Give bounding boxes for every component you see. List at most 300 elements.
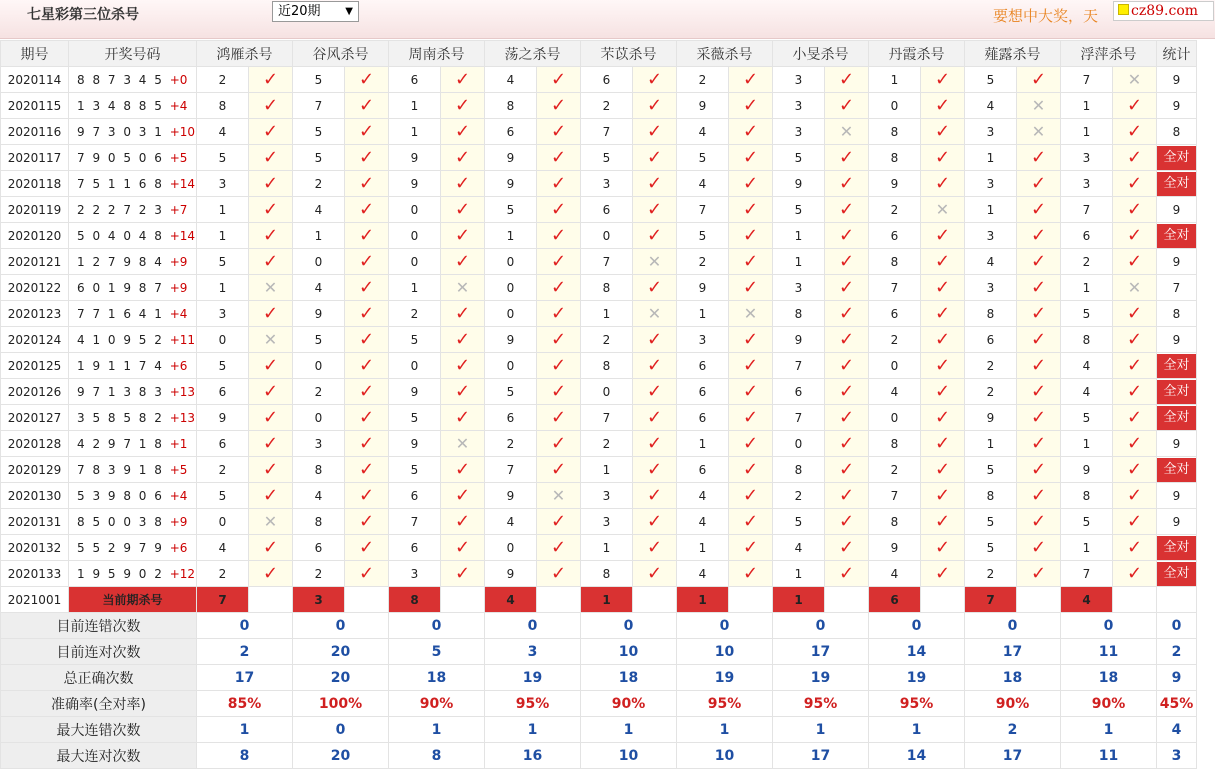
kill-number-cell: 2 [773, 483, 825, 509]
stats-value: 3 [1157, 743, 1197, 769]
kill-number-cell: 9 [485, 561, 537, 587]
cross-icon: ✕ [263, 511, 278, 531]
result-cell [1017, 353, 1061, 379]
result-cell [1113, 561, 1157, 587]
check-icon: ✓ [934, 458, 951, 480]
kill-number-cell: 3 [773, 67, 825, 93]
result-cell [249, 379, 293, 405]
check-icon: ✓ [1030, 172, 1047, 194]
check-icon: ✓ [550, 172, 567, 194]
draw-numbers-cell [69, 67, 197, 93]
column-header: 荡之杀号 [485, 41, 581, 67]
result-cell [249, 119, 293, 145]
kill-number-cell: 9 [773, 327, 825, 353]
kill-number-cell: 8 [197, 93, 249, 119]
check-icon: ✓ [550, 380, 567, 402]
result-cell [825, 431, 869, 457]
kill-number-cell: 1 [389, 275, 441, 301]
result-cell [249, 483, 293, 509]
kill-number-cell: 3 [1061, 145, 1113, 171]
result-cell [1113, 249, 1157, 275]
draw-sum: +9 [169, 254, 188, 269]
cross-icon: ✕ [1127, 277, 1142, 297]
result-cell [1017, 457, 1061, 483]
stats-row [1, 665, 1197, 691]
result-cell [249, 145, 293, 171]
check-icon: ✓ [646, 562, 663, 584]
check-icon: ✓ [454, 302, 471, 324]
result-cell [633, 509, 677, 535]
result-cell [633, 119, 677, 145]
kill-number-cell: 4 [1061, 353, 1113, 379]
kill-number-cell: 3 [965, 223, 1017, 249]
check-icon: ✓ [1030, 432, 1047, 454]
check-icon: ✓ [646, 172, 663, 194]
kill-number-cell: 1 [965, 145, 1017, 171]
result-cell [537, 171, 581, 197]
stats-value: 19 [485, 665, 581, 691]
draw-digits: 3 5 8 5 8 2 [77, 410, 164, 425]
draw-numbers-cell [69, 223, 197, 249]
table-row [1, 379, 1197, 405]
kill-number-cell: 9 [485, 327, 537, 353]
result-cell [1017, 197, 1061, 223]
table-row [1, 93, 1197, 119]
result-cell [921, 171, 965, 197]
result-cell [921, 353, 965, 379]
check-icon: ✓ [262, 536, 279, 558]
stats-value: 8 [197, 743, 293, 769]
stat-cell [1157, 171, 1197, 197]
period-cell: 2020123 [1, 301, 69, 327]
check-icon: ✓ [838, 354, 855, 376]
kill-number-cell: 7 [1061, 561, 1113, 587]
promo-text[interactable]: 要想中大奖，天 [993, 7, 1099, 25]
draw-sum: +10 [169, 124, 196, 139]
check-icon: ✓ [838, 328, 855, 350]
stats-value: 90% [1061, 691, 1157, 717]
current-kill-number: 7 [965, 587, 1017, 613]
kill-number-cell: 4 [197, 119, 249, 145]
stats-label: 总正确次数 [1, 665, 197, 691]
kill-number-cell: 2 [197, 561, 249, 587]
kill-number-cell: 8 [581, 353, 633, 379]
check-icon: ✓ [358, 458, 375, 480]
stats-value: 19 [677, 665, 773, 691]
stats-value: 11 [1061, 743, 1157, 769]
check-icon: ✓ [1126, 198, 1143, 220]
result-cell [249, 67, 293, 93]
period-cell: 2020131 [1, 509, 69, 535]
result-cell [441, 197, 485, 223]
kill-number-cell: 5 [773, 145, 825, 171]
check-icon: ✓ [838, 94, 855, 116]
table-row [1, 171, 1197, 197]
kill-number-cell: 5 [677, 223, 729, 249]
all-correct-badge: 全对 [1157, 458, 1196, 482]
kill-number-cell: 5 [293, 327, 345, 353]
result-cell [441, 457, 485, 483]
check-icon: ✓ [454, 328, 471, 350]
kill-number-cell: 1 [677, 431, 729, 457]
check-icon: ✓ [838, 250, 855, 272]
kill-number-cell: 0 [293, 249, 345, 275]
check-icon: ✓ [742, 406, 759, 428]
stat-cell [1157, 223, 1197, 249]
column-header: 丹霞杀号 [869, 41, 965, 67]
kill-number-cell: 7 [869, 483, 921, 509]
kill-number-cell: 1 [581, 535, 633, 561]
result-cell [921, 223, 965, 249]
stats-row [1, 691, 1197, 717]
result-cell [1017, 171, 1061, 197]
kill-number-cell: 9 [485, 171, 537, 197]
check-icon: ✓ [838, 198, 855, 220]
result-cell [345, 93, 389, 119]
result-cell [633, 275, 677, 301]
kill-number-cell: 3 [677, 327, 729, 353]
check-icon: ✓ [358, 250, 375, 272]
check-icon: ✓ [262, 250, 279, 272]
kill-number-cell: 2 [869, 457, 921, 483]
kill-number-cell: 6 [197, 379, 249, 405]
kill-number-cell: 6 [677, 353, 729, 379]
kill-number-cell: 5 [293, 145, 345, 171]
check-icon: ✓ [262, 406, 279, 428]
draw-digits: 1 9 5 9 0 2 [77, 566, 164, 581]
stats-value: 4 [1157, 717, 1197, 743]
kill-number-cell: 7 [581, 405, 633, 431]
check-icon: ✓ [358, 328, 375, 350]
check-icon: ✓ [550, 198, 567, 220]
result-cell [345, 405, 389, 431]
all-correct-badge: 全对 [1157, 406, 1196, 430]
period-cell: 2020116 [1, 119, 69, 145]
draw-digits: 8 5 0 0 3 8 [77, 514, 164, 529]
draw-digits: 6 0 1 9 8 7 [77, 280, 164, 295]
kill-number-cell: 3 [197, 171, 249, 197]
kill-number-cell: 0 [485, 249, 537, 275]
draw-sum: +14 [169, 228, 196, 243]
result-cell [1017, 93, 1061, 119]
column-header: 采薇杀号 [677, 41, 773, 67]
draw-digits: 7 5 1 1 6 8 [77, 176, 164, 191]
kill-number-cell: 0 [197, 509, 249, 535]
check-icon: ✓ [358, 276, 375, 298]
stats-value: 95% [485, 691, 581, 717]
kill-number-cell: 2 [869, 327, 921, 353]
check-icon: ✓ [262, 68, 279, 90]
stats-value: 8 [389, 743, 485, 769]
cross-icon: ✕ [551, 485, 566, 505]
result-cell [537, 431, 581, 457]
check-icon: ✓ [838, 406, 855, 428]
period-cell: 2020118 [1, 171, 69, 197]
draw-sum: +9 [169, 280, 188, 295]
result-cell [1017, 431, 1061, 457]
check-icon: ✓ [838, 224, 855, 246]
result-cell [537, 561, 581, 587]
result-cell [633, 561, 677, 587]
result-cell [441, 67, 485, 93]
kill-number-cell: 6 [677, 405, 729, 431]
check-icon: ✓ [1126, 302, 1143, 324]
stats-value: 20 [293, 665, 389, 691]
result-cell [633, 249, 677, 275]
result-cell [729, 457, 773, 483]
check-icon: ✓ [454, 354, 471, 376]
result-cell [249, 327, 293, 353]
result-cell [345, 509, 389, 535]
kill-number-cell: 9 [869, 171, 921, 197]
kill-number-cell: 2 [581, 431, 633, 457]
stats-value: 2 [197, 639, 293, 665]
check-icon: ✓ [646, 380, 663, 402]
kill-number-cell: 3 [773, 93, 825, 119]
draw-numbers-cell [69, 379, 197, 405]
kill-number-cell: 7 [869, 275, 921, 301]
kill-number-cell: 8 [869, 145, 921, 171]
check-icon: ✓ [934, 406, 951, 428]
result-cell [729, 171, 773, 197]
column-header: 统计 [1157, 41, 1197, 67]
kill-number-cell: 9 [1061, 457, 1113, 483]
stats-value: 1 [677, 717, 773, 743]
stats-value: 1 [773, 717, 869, 743]
kill-number-cell: 0 [389, 353, 441, 379]
stats-value: 0 [293, 717, 389, 743]
result-cell [825, 301, 869, 327]
kill-number-cell: 1 [197, 197, 249, 223]
check-icon: ✓ [1126, 380, 1143, 402]
result-cell [825, 327, 869, 353]
check-icon: ✓ [1126, 406, 1143, 428]
kill-number-cell: 9 [773, 171, 825, 197]
result-cell [345, 379, 389, 405]
check-icon: ✓ [262, 94, 279, 116]
result-cell [1017, 561, 1061, 587]
result-cell [345, 67, 389, 93]
draw-numbers-cell [69, 509, 197, 535]
stats-value: 20 [293, 639, 389, 665]
stats-value: 1 [389, 717, 485, 743]
kill-number-cell: 7 [677, 197, 729, 223]
period-cell: 2020119 [1, 197, 69, 223]
result-cell [441, 93, 485, 119]
result-cell [345, 535, 389, 561]
result-cell [249, 197, 293, 223]
result-cell [1113, 379, 1157, 405]
kill-number-cell: 2 [197, 67, 249, 93]
kill-number-cell: 1 [485, 223, 537, 249]
period-cell: 2020130 [1, 483, 69, 509]
kill-number-cell: 1 [389, 119, 441, 145]
draw-digits: 2 2 2 7 2 3 [77, 202, 164, 217]
result-cell [441, 145, 485, 171]
result-cell [921, 93, 965, 119]
site-logo[interactable] [1113, 1, 1214, 21]
kill-number-cell: 9 [869, 535, 921, 561]
kill-number-cell: 0 [869, 93, 921, 119]
kill-number-cell: 1 [197, 275, 249, 301]
check-icon: ✓ [550, 276, 567, 298]
result-cell [1113, 145, 1157, 171]
result-cell [441, 509, 485, 535]
kill-number-cell: 2 [485, 431, 537, 457]
cross-icon: ✕ [455, 277, 470, 297]
kill-number-cell: 2 [1061, 249, 1113, 275]
kill-number-cell: 5 [1061, 405, 1113, 431]
result-cell [537, 197, 581, 223]
stats-value: 90% [581, 691, 677, 717]
check-icon: ✓ [454, 380, 471, 402]
check-icon: ✓ [742, 484, 759, 506]
cross-icon: ✕ [455, 433, 470, 453]
check-icon: ✓ [1126, 120, 1143, 142]
dropdown-arrow-icon: ▼ [345, 6, 353, 17]
result-cell [249, 301, 293, 327]
kill-number-cell: 9 [389, 431, 441, 457]
table-row [1, 145, 1197, 171]
check-icon: ✓ [1126, 510, 1143, 532]
kill-number-cell: 6 [389, 67, 441, 93]
check-icon: ✓ [454, 94, 471, 116]
stat-cell: 9 [1157, 249, 1197, 275]
result-cell [537, 405, 581, 431]
check-icon: ✓ [358, 406, 375, 428]
stats-value: 17 [197, 665, 293, 691]
check-icon: ✓ [454, 198, 471, 220]
check-icon: ✓ [1126, 354, 1143, 376]
draw-digits: 8 8 7 3 4 5 [77, 72, 164, 87]
draw-digits: 1 3 4 8 8 5 [77, 98, 164, 113]
result-cell [1113, 171, 1157, 197]
result-cell [345, 327, 389, 353]
result-cell [1017, 509, 1061, 535]
draw-digits: 5 3 9 8 0 6 [77, 488, 164, 503]
result-cell [441, 405, 485, 431]
kill-number-cell: 1 [1061, 535, 1113, 561]
check-icon: ✓ [1030, 458, 1047, 480]
kill-number-cell: 5 [389, 405, 441, 431]
check-icon: ✓ [742, 146, 759, 168]
result-cell [1113, 119, 1157, 145]
stats-value: 0 [485, 613, 581, 639]
current-kill-label: 当前期杀号 [69, 587, 197, 613]
check-icon: ✓ [646, 120, 663, 142]
kill-number-cell: 1 [965, 431, 1017, 457]
kill-number-cell: 4 [965, 93, 1017, 119]
kill-number-cell: 4 [965, 249, 1017, 275]
cross-icon: ✕ [647, 303, 662, 323]
kill-number-cell: 4 [869, 561, 921, 587]
kill-number-cell: 0 [389, 249, 441, 275]
kill-number-cell: 7 [773, 353, 825, 379]
period-range-value: 近20期 [278, 4, 321, 19]
kill-number-cell: 5 [485, 379, 537, 405]
period-cell: 2020115 [1, 93, 69, 119]
check-icon: ✓ [1030, 198, 1047, 220]
result-cell [921, 275, 965, 301]
check-icon: ✓ [646, 484, 663, 506]
kill-number-cell: 9 [677, 275, 729, 301]
check-icon: ✓ [262, 484, 279, 506]
kill-number-cell: 0 [581, 223, 633, 249]
period-range-select[interactable] [272, 1, 359, 22]
stats-value: 9 [1157, 665, 1197, 691]
check-icon: ✓ [838, 68, 855, 90]
check-icon: ✓ [262, 120, 279, 142]
current-kill-number: 4 [485, 587, 537, 613]
kill-number-cell: 5 [197, 483, 249, 509]
kill-number-cell: 6 [581, 67, 633, 93]
table-row [1, 301, 1197, 327]
check-icon: ✓ [1030, 536, 1047, 558]
kill-number-cell: 1 [869, 67, 921, 93]
kill-number-cell: 5 [965, 509, 1017, 535]
check-icon: ✓ [550, 68, 567, 90]
draw-digits: 5 5 2 9 7 9 [77, 540, 164, 555]
result-cell [249, 223, 293, 249]
check-icon: ✓ [838, 510, 855, 532]
result-cell [921, 509, 965, 535]
kill-number-cell: 8 [965, 483, 1017, 509]
result-cell [729, 119, 773, 145]
check-icon: ✓ [550, 224, 567, 246]
check-icon: ✓ [358, 172, 375, 194]
empty-cell [537, 587, 581, 613]
kill-number-cell: 3 [197, 301, 249, 327]
result-cell [441, 379, 485, 405]
check-icon: ✓ [550, 120, 567, 142]
result-cell [249, 509, 293, 535]
stats-value: 1 [485, 717, 581, 743]
check-icon: ✓ [262, 354, 279, 376]
kill-number-cell: 6 [869, 223, 921, 249]
empty-cell [1157, 587, 1197, 613]
check-icon: ✓ [742, 94, 759, 116]
result-cell [537, 327, 581, 353]
kill-number-cell: 5 [581, 145, 633, 171]
check-icon: ✓ [454, 406, 471, 428]
period-cell: 2020132 [1, 535, 69, 561]
result-cell [1113, 535, 1157, 561]
check-icon: ✓ [358, 484, 375, 506]
empty-cell [1113, 587, 1157, 613]
result-cell [441, 249, 485, 275]
kill-number-cell: 8 [869, 431, 921, 457]
draw-digits: 9 7 3 0 3 1 [77, 124, 164, 139]
stats-value: 10 [581, 743, 677, 769]
stats-value: 19 [869, 665, 965, 691]
cross-icon: ✕ [839, 121, 854, 141]
result-cell [345, 197, 389, 223]
result-cell [633, 145, 677, 171]
check-icon: ✓ [262, 458, 279, 480]
result-cell [441, 223, 485, 249]
result-cell [825, 509, 869, 535]
check-icon: ✓ [1030, 510, 1047, 532]
stat-cell: 8 [1157, 301, 1197, 327]
check-icon: ✓ [1126, 172, 1143, 194]
result-cell [537, 93, 581, 119]
result-cell [537, 457, 581, 483]
stats-row [1, 743, 1197, 769]
table-row [1, 119, 1197, 145]
stats-value: 17 [965, 639, 1061, 665]
check-icon: ✓ [742, 276, 759, 298]
kill-number-cell: 1 [1061, 431, 1113, 457]
